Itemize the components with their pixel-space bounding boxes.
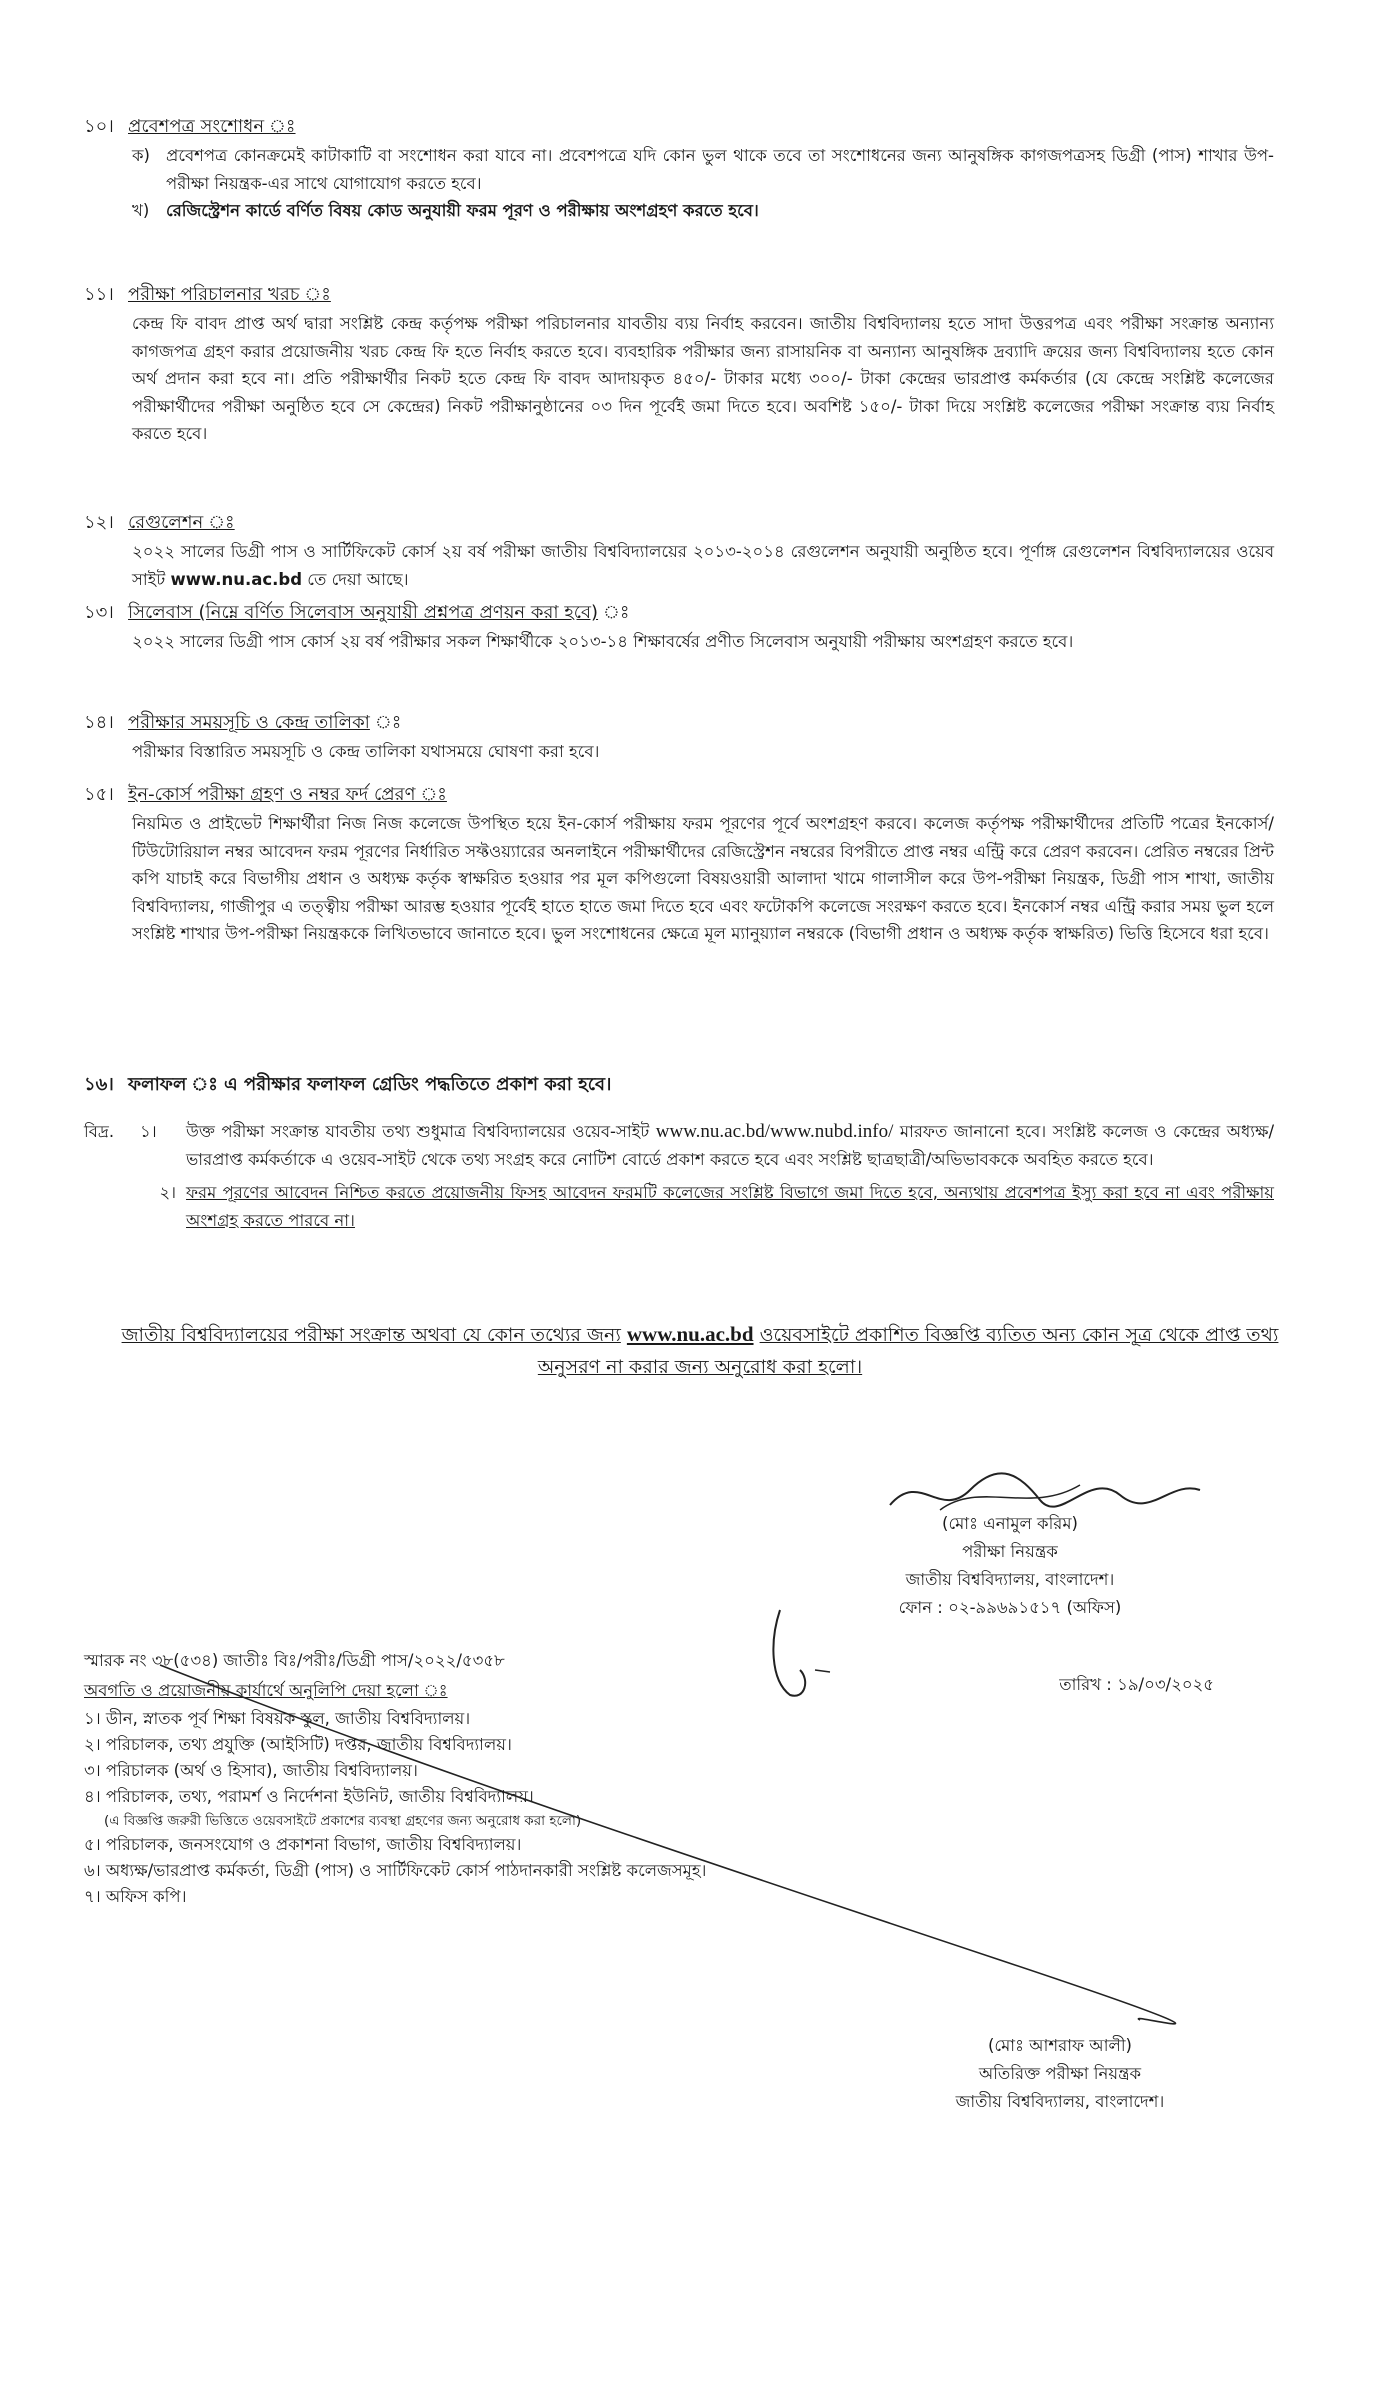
memo-intro: অবগতি ও প্রয়োজনীয় কার্যার্থে অনুলিপি দেয়া হলো ঃ [84, 1681, 448, 1700]
notes-prefix: বিদ্র. [84, 1122, 115, 1141]
section-number: ১৩। [84, 602, 114, 623]
item-note: (এ বিজ্ঞপ্তি জরুরী ভিত্তিতে ওয়েবসাইটে প্রকাশের ব্যবস্থা গ্রহণের জন্য অনুরোধ করা হলো) [104, 1813, 582, 1829]
section-title: প্রবেশপত্র সংশোধন ঃ [128, 116, 296, 137]
signatory-org: জাতীয় বিশ্ববিদ্যালয়, বাংলাদেশ। [955, 2092, 1165, 2111]
section-title: সিলেবাস (নিম্নে বর্ণিত সিলেবাস অনুযায়ী প্রশ্নপত্র প্রণয়ন করা হবে) [128, 602, 599, 623]
list-item: ক) প্রবেশপত্র কোনক্রমেই কাটাকাটি বা সংশোধন করা যাবে না। প্রবেশপত্রে যদি কোন ভুল থাকে তবে তা সংশোধনের জন্য আনুষঙ্গিক কাগজপত্রসহ ডিগ্রী (পাস) শাখার উপ-পরীক্ষা নিয়ন্ত্রক-এর সাথে যোগাযোগ করতে হবে। [132, 146, 1274, 193]
section-14: ১৪। পরীক্ষার সময়সূচি ও কেন্দ্র তালিকা ঃ পরীক্ষার বিস্তারিত সময়সূচি ও কেন্দ্র তালিকা যথাসময়ে ঘোষণা করা হবে। [84, 708, 1274, 766]
section-number: ১১। [84, 284, 114, 305]
section-number: ১৬। [84, 1074, 114, 1095]
memo-date: তারিখ : ১৯/০৩/২০২৫ [1059, 1675, 1214, 1694]
list-item: ২। পরিচালক, তথ্য প্রযুক্তি (আইসিটি) দপ্তর, জাতীয় বিশ্ববিদ্যালয়। [84, 1735, 512, 1754]
section-title: পরীক্ষার সময়সূচি ও কেন্দ্র তালিকা [128, 712, 370, 733]
signatory-2 [880, 2032, 1240, 2116]
section-body: নিয়মিত ও প্রাইভেট শিক্ষার্থীরা নিজ নিজ কলেজে উপস্থিত হয়ে ইন-কোর্স পরীক্ষায় ফরম পূরণের পূর্বে অংশগ্রহণ করবে। কলেজ কর্তৃপক্ষ পরীক্ষার্থীদের প্রতিটি পত্রের ইনকোর্স/টিউটোরিয়াল নম্বর আবেদন ফরম পূরণের নির্ধারিত সফ্টওয়্যারের অনলাইনে পরীক্ষার্থীদের রেজিস্ট্রেশন নম্বরের বিপরীতে প্রাপ্ত নম্বর এন্ট্রি করে প্রেরণ করবেন। প্রেরিত নম্বরের প্রিন্ট কপি যাচাই করে বিভাগীয় প্রধান ও অধ্যক্ষ কর্তৃক স্বাক্ষরিত হওয়ার পর মূল কপিগুলো বিষয়ওয়ারী আলাদা খামে গালাসীল করে উপ-পরীক্ষা নিয়ন্ত্রক, ডিগ্রী পাস শাখা, জাতীয় বিশ্ববিদ্যালয়, গাজীপুর এ তত্ত্বীয় পরীক্ষা আরম্ভ হওয়ার পূর্বেই হাতে হাতে জমা দিতে হবে এবং ফটোকপি কলেজে সংরক্ষণ করতে হবে। ইনকোর্স নম্বর এন্ট্রি করার সময় ভুল হলে সংশ্লিষ্ট শাখার উপ-পরীক্ষা নিয়ন্ত্রককে লিখিতভাবে জানাতে হবে। ভুল সংশোধনের ক্ষেত্রে মূল ম্যানুয়্যাল নম্বরকে (বিভাগী প্রধান ও অধ্যক্ষ কর্তৃক স্বাক্ষরিত) ভিত্তি হিসেবে ধরা হবে। [132, 814, 1274, 943]
list-item: ৪। পরিচালক, তথ্য, পরামর্শ ও নির্দেশনা ইউনিট, জাতীয় বিশ্ববিদ্যালয়। [84, 1787, 534, 1806]
signatory-org: জাতীয় বিশ্ববিদ্যালয়, বাংলাদেশ। [905, 1570, 1115, 1589]
list-item: ৩। পরিচালক (অর্থ ও হিসাব), জাতীয় বিশ্ববিদ্যালয়। [84, 1761, 418, 1780]
section-body: ২০২২ সালের ডিগ্রী পাস কোর্স ২য় বর্ষ পরীক্ষার সকল শিক্ষার্থীকে ২০১৩-১৪ শিক্ষাবর্ষের প্রণীত সিলেবাস অনুযায়ী পরীক্ষায় অংশগ্রহণ করতে হবে। [132, 632, 1074, 651]
memo-ref: স্মারক নং ৩৮(৫৩৪) জাতীঃ বিঃ/পরীঃ/ডিগ্রী পাস/২০২২/৫৩৫৮ [84, 1651, 505, 1670]
website-link[interactable]: www.nu.ac.bd [170, 569, 303, 589]
closing-request: জাতীয় বিশ্ববিদ্যালয়ের পরীক্ষা সংক্রান্ত অথবা যে কোন তথ্যের জন্য www.nu.ac.bd ওয়েবসাইটে প্রকাশিত বিজ্ঞপ্তি ব্যতিত অন্য কোন সূত্র থেকে প্রাপ্ত তথ্য অনুসরণ না করার জন্য অনুরোধ করা হলো। [121, 1322, 1279, 1378]
list-item: ৭। অফিস কপি। [84, 1887, 187, 1906]
section-title: পরীক্ষা পরিচালনার খরচ ঃ [128, 284, 331, 305]
section-body: পরীক্ষার বিস্তারিত সময়সূচি ও কেন্দ্র তালিকা যথাসময়ে ঘোষণা করা হবে। [132, 742, 600, 761]
section-number: ১০। [84, 116, 114, 137]
section-13: ১৩। সিলেবাস (নিম্নে বর্ণিত সিলেবাস অনুযায়ী প্রশ্নপত্র প্রণয়ন করা হবে) ঃ ২০২২ সালের ডিগ্রী পাস কোর্স ২য় বর্ষ পরীক্ষার সকল শিক্ষার্থীকে ২০১৩-১৪ শিক্ষাবর্ষের প্রণীত সিলেবাস অনুযায়ী পরীক্ষায় অংশগ্রহণ করতে হবে। [84, 598, 1274, 656]
section-title: ইন-কোর্স পরীক্ষা গ্রহণ ও নম্বর ফর্দ প্রেরণ ঃ [128, 784, 447, 805]
section-number: ১২। [84, 512, 114, 533]
section-title: ফলাফল ঃ এ পরীক্ষার ফলাফল গ্রেডিং পদ্ধতিতে প্রকাশ করা হবে। [128, 1074, 612, 1095]
section-number: ১৫। [84, 784, 114, 805]
signatory-designation: অতিরিক্ত পরীক্ষা নিয়ন্ত্রক [978, 2064, 1142, 2083]
website-link[interactable]: www.nu.ac.bd/www.nubd.info/ [655, 1121, 894, 1142]
list-item: ৫। পরিচালক, জনসংযোগ ও প্রকাশনা বিভাগ, জাতীয় বিশ্ববিদ্যালয়। [84, 1835, 522, 1854]
section-body: ২০২২ সালের ডিগ্রী পাস ও সার্টিফিকেট কোর্স ২য় বর্ষ পরীক্ষা জাতীয় বিশ্ববিদ্যালয়ের ২০১৩-২০১৪ রেগুলেশন অনুযায়ী অনুষ্ঠিত হবে। পূর্ণাঙ্গ রেগুলেশন বিশ্ববিদ্যালয়ের ওয়েব সাইট www.nu.ac.bd তে দেয়া আছে। [132, 542, 1274, 589]
signatory-name: (মোঃ এনামুল করিম) [942, 1514, 1078, 1533]
note-item: বিদ্র. ১। উক্ত পরীক্ষা সংক্রান্ত যাবতীয় তথ্য শুধুমাত্র বিশ্ববিদ্যালয়ের ওয়েব-সাইট www.nu.ac.bd/www.nubd.info/ মারফত জানানো হবে। সংশ্লিষ্ট কলেজ ও কেন্দ্রের অধ্যক্ষ/ভারপ্রাপ্ত কর্মকর্তাকে এ ওয়েব-সাইট থেকে তথ্য সংগ্রহ করে নোটিশ বোর্ডে প্রকাশ করতে হবে এবং সংশ্লিষ্ট ছাত্রছাত্রী/অভিভাবককে অবহিত করতে হবে। [84, 1118, 1274, 1173]
list-item: ৬। অধ্যক্ষ/ভারপ্রাপ্ত কর্মকর্তা, ডিগ্রী (পাস) ও সার্টিফিকেট কোর্স পাঠদানকারী সংশ্লিষ্ট কলেজসমূহ। [84, 1861, 707, 1880]
section-title: রেগুলেশন ঃ [128, 512, 235, 533]
signatory-designation: পরীক্ষা নিয়ন্ত্রক [962, 1542, 1058, 1561]
signatory-phone: ফোন : ০২-৯৯৬৯১৫১৭ (অফিস) [898, 1598, 1122, 1617]
list-item: ১। ডীন, স্নাতক পূর্ব শিক্ষা বিষয়ক স্কুল, জাতীয় বিশ্ববিদ্যালয়। [84, 1709, 471, 1728]
section-body: কেন্দ্র ফি বাবদ প্রাপ্ত অর্থ দ্বারা সংশ্লিষ্ট কেন্দ্র কর্তৃপক্ষ পরীক্ষা পরিচালনার যাবতীয় ব্যয় নির্বাহ করবেন। জাতীয় বিশ্ববিদ্যালয় হতে সাদা উত্তরপত্র এবং পরীক্ষা সংক্রান্ত অন্যান্য কাগজপত্র গ্রহণ করার প্রয়োজনীয় খরচ কেন্দ্র ফি হতে নির্বাহ করতে হবে। ব্যবহারিক পরীক্ষার জন্য রাসায়নিক বা অন্যান্য আনুষঙ্গিক দ্রব্যাদি ক্রয়ের জন্য বিশ্ববিদ্যালয় হতে কোন অর্থ প্রদান করা হবে না। প্রতি পরীক্ষার্থীর নিকট হতে কেন্দ্র ফি বাবদ আদায়কৃত ৪৫০/- টাকার মধ্যে ৩০০/- টাকা কেন্দ্রের ভারপ্রাপ্ত কর্মকর্তার (যে কেন্দ্রে সংশ্লিষ্ট কলেজের পরীক্ষার্থীদের পরীক্ষা অনুষ্ঠিত হবে সে কেন্দ্রের) নিকট পরীক্ষানুষ্ঠানের ০৩ দিন পূর্বেই জমা দিতে হবে। অবশিষ্ট ১৫০/- টাকা দিয়ে সংশ্লিষ্ট কলেজের পরীক্ষা সংক্রান্ত ব্যয় নির্বাহ করতে হবে। [132, 314, 1274, 443]
list-item: খ) রেজিস্ট্রেশন কার্ডে বর্ণিত বিষয় কোড অনুযায়ী ফরম পূরণ ও পরীক্ষায় অংশগ্রহণ করতে হবে। [132, 201, 759, 220]
section-number: ১৪। [84, 712, 114, 733]
website-link[interactable]: www.nu.ac.bd [626, 1322, 754, 1346]
signatory-name: (মোঃ আশরাফ আলী) [988, 2036, 1132, 2055]
note-item: ২। ফরম পূরণের আবেদন নিশ্চিত করতে প্রয়োজনীয় ফিসহ আবেদন ফরমটি কলেজের সংশ্লিষ্ট বিভাগে জমা দিতে হবে, অন্যথায় প্রবেশপত্র ইস্যু করা হবে না এবং পরীক্ষায় অংশগ্রহ করতে পারবে না। [159, 1183, 1274, 1230]
